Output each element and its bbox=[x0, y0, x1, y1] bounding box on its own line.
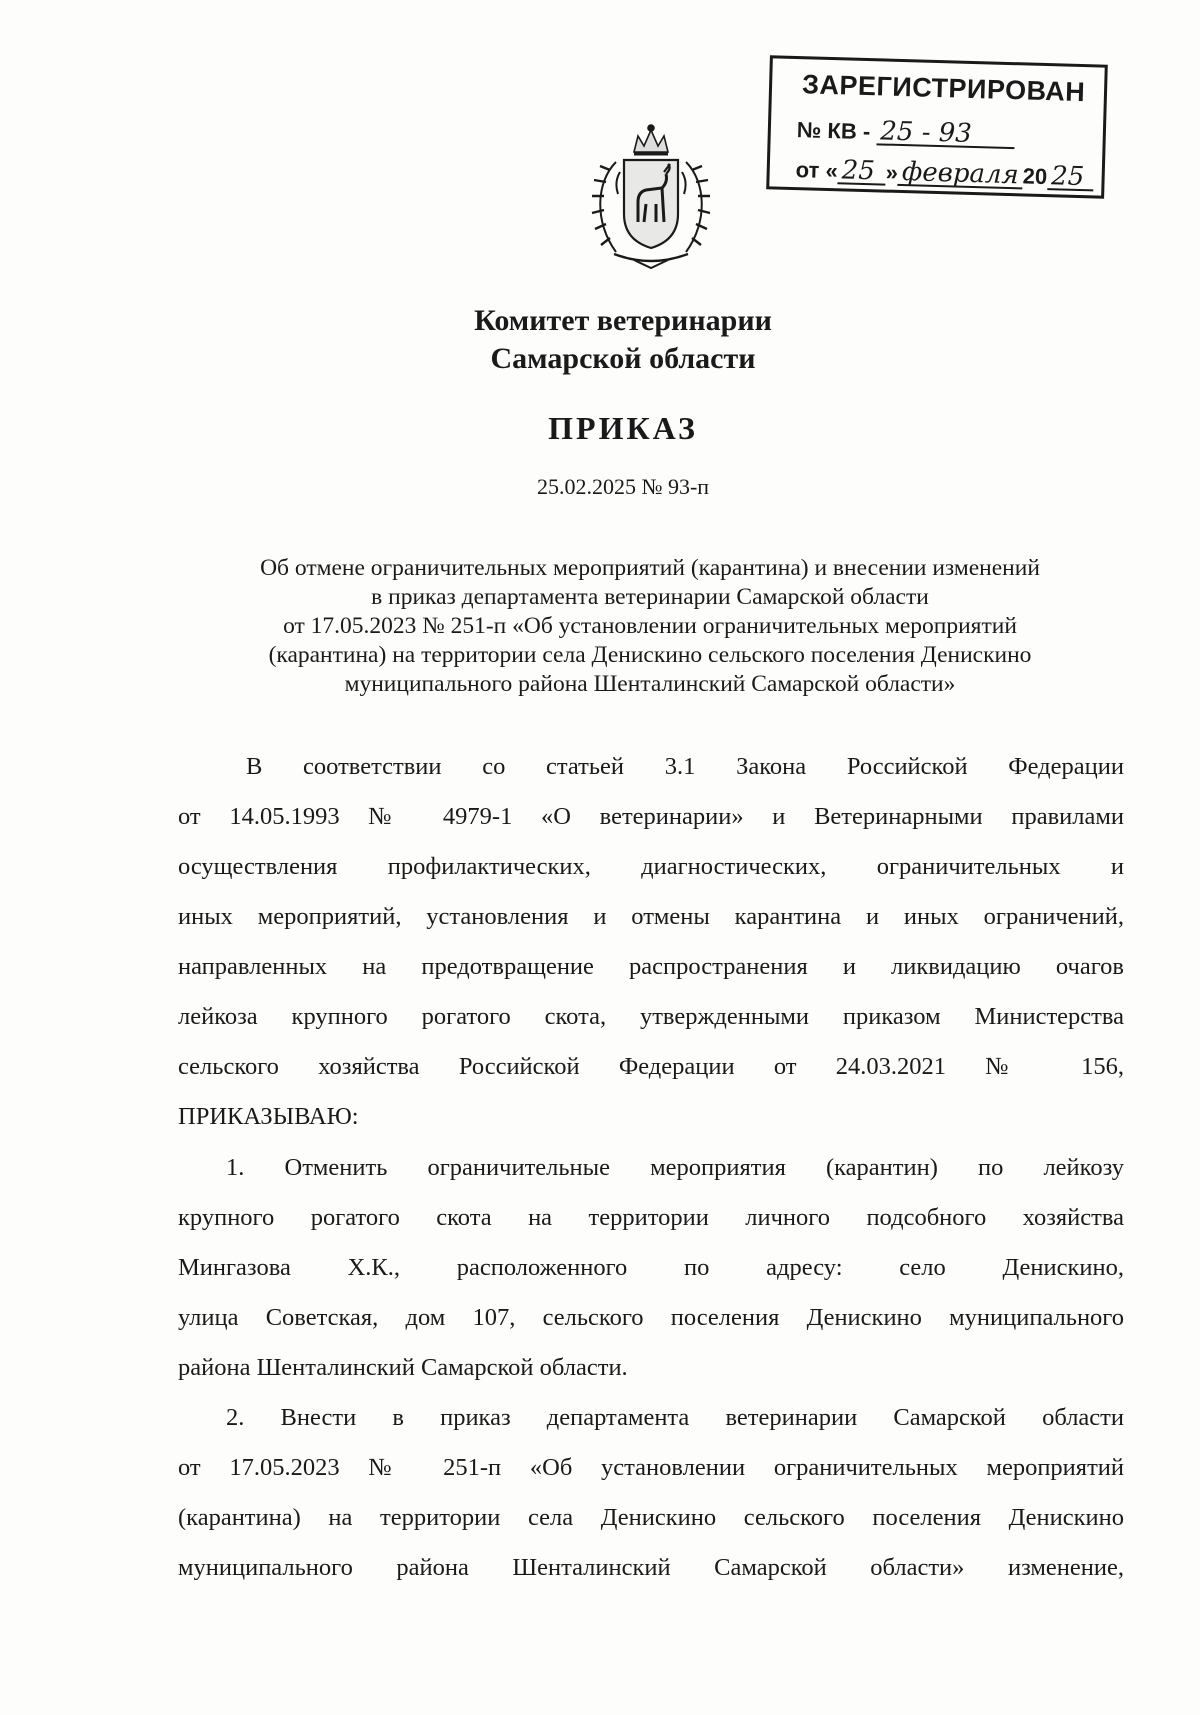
item2-line: от 17.05.2023 № 251-п «Об установлении ограничительных мероприятий bbox=[178, 1454, 1124, 1481]
stamp-date-month: февраля bbox=[898, 160, 1023, 189]
organization-name bbox=[0, 302, 1200, 378]
stamp-date-day: 25 bbox=[837, 158, 886, 185]
preamble-line: от 14.05.1993 № 4979-1 «О ветеринарии» и Ветеринарными правилами bbox=[178, 803, 1124, 830]
preamble-line: сельского хозяйства Российской Федерации от 24.03.2021 № 156, bbox=[178, 1053, 1124, 1080]
item1-line: района Шенталинский Самарской области. bbox=[178, 1354, 628, 1381]
document-number: 25.02.2025 № 93-п bbox=[536, 474, 710, 499]
preamble-paragraph bbox=[178, 742, 1124, 1142]
coat-of-arms-emblem bbox=[576, 122, 726, 270]
item2-line: 2. Внести в приказ департамента ветеринарии Самарской области bbox=[226, 1404, 1124, 1431]
stamp-number-line bbox=[796, 117, 1014, 149]
document-subject bbox=[170, 554, 1130, 699]
stamp-title: ЗАРЕГИСТРИРОВАН bbox=[801, 69, 1086, 108]
preamble-line-order: ПРИКАЗЫВАЮ: bbox=[178, 1103, 359, 1130]
item1-line: крупного рогатого скота на территории личного подсобного хозяйства bbox=[178, 1204, 1124, 1231]
subject-line: в приказ департамента ветеринарии Самарской области bbox=[371, 584, 929, 610]
organization-name-line2: Самарской области bbox=[490, 342, 756, 375]
stamp-date-prefix: от « bbox=[795, 157, 839, 184]
item1-line: улица Советская, дом 107, сельского поселения Денискино муниципального bbox=[178, 1304, 1124, 1331]
item2-line: муниципального района Шенталинский Самарской области» изменение, bbox=[178, 1554, 1124, 1581]
organization-name-line1: Комитет ветеринарии bbox=[474, 304, 772, 337]
order-item-2 bbox=[178, 1393, 1124, 1593]
stamp-date-mid: » bbox=[885, 159, 899, 185]
subject-line: от 17.05.2023 № 251-п «Об установлении ограничительных мероприятий bbox=[283, 613, 1017, 639]
document-type: ПРИКАЗ bbox=[548, 410, 698, 446]
item1-line: Мингазова Х.К., расположенного по адресу: село Денискино, bbox=[178, 1254, 1124, 1281]
stamp-number-handwritten: 25 - 93 bbox=[876, 119, 1015, 149]
item2-line: (карантина) на территории села Денискино сельского поселения Денискино bbox=[178, 1504, 1124, 1531]
stamp-date-line bbox=[795, 157, 1093, 191]
stamp-date-year-prefix: 20 bbox=[1022, 163, 1048, 190]
preamble-line: лейкоза крупного рогатого скота, утвержденными приказом Министерства bbox=[178, 1003, 1124, 1030]
registration-stamp bbox=[766, 55, 1108, 198]
item1-line: 1. Отменить ограничительные мероприятия (карантин) по лейкозу bbox=[226, 1154, 1124, 1181]
stamp-number-prefix: № КВ - bbox=[796, 117, 871, 145]
order-item-1 bbox=[178, 1143, 1124, 1393]
preamble-line: направленных на предотвращение распространения и ликвидацию очагов bbox=[178, 953, 1124, 980]
subject-line: муниципального района Шенталинский Самарской области» bbox=[344, 671, 956, 697]
preamble-line: В соответствии со статьей 3.1 Закона Российской Федерации bbox=[246, 753, 1124, 780]
preamble-line: иных мероприятий, установления и отмены карантина и иных ограничений, bbox=[178, 903, 1124, 930]
subject-line: (карантина) на территории села Денискино сельского поселения Денискино bbox=[268, 642, 1032, 668]
subject-line: Об отмене ограничительных мероприятий (карантина) и внесении изменений bbox=[260, 555, 1040, 581]
stamp-date-year: 25 bbox=[1047, 164, 1094, 191]
preamble-line: осуществления профилактических, диагностических, ограничительных и bbox=[178, 853, 1124, 880]
